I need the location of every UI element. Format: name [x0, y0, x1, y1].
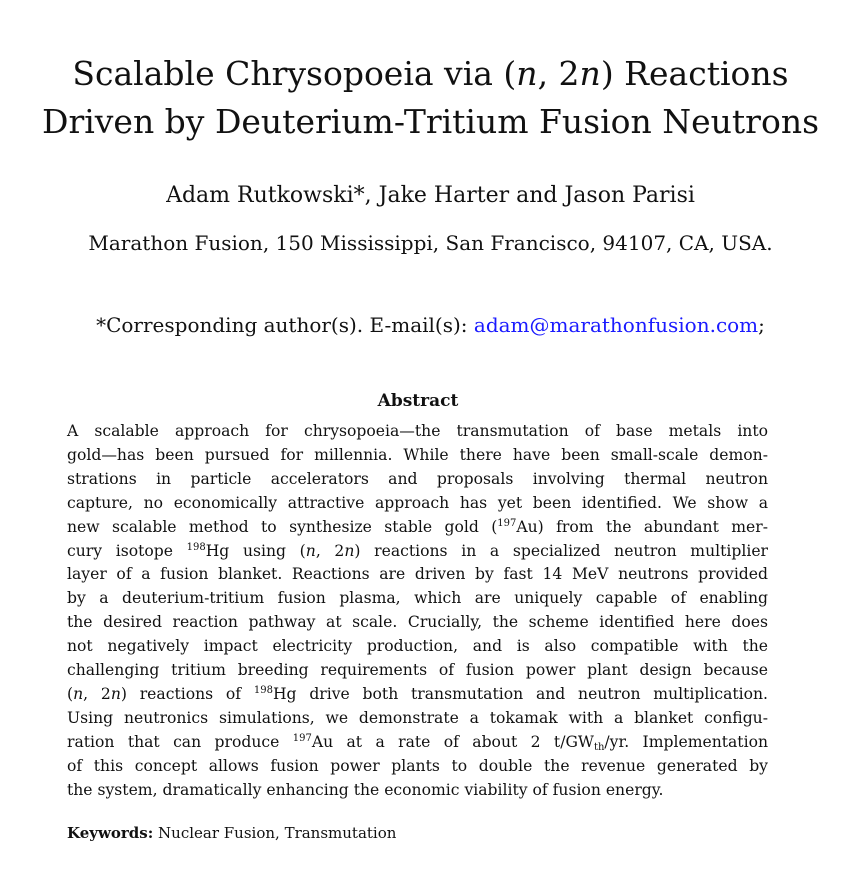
author-list: Adam Rutkowski*, Jake Harter and Jason Parisi — [166, 183, 695, 208]
abstract-line: gold—has been pursued for millennia. While there have been small-scale demon- — [67, 445, 768, 464]
abstract-line: of this concept allows fusion power plants to double the revenue generated by — [67, 756, 768, 775]
affiliation: Marathon Fusion, 150 Mississippi, San Francisco, 94107, CA, USA. — [88, 231, 773, 255]
abstract-line: the desired reaction pathway at scale. Crucially, the scheme identified here does — [67, 613, 768, 632]
abstract-line: the system, dramatically enhancing the economic viability of fusion energy. — [67, 780, 664, 799]
abstract-line: by a deuterium-tritium fusion plasma, which are uniquely capable of enabling — [67, 589, 768, 608]
paper-title — [0, 50, 861, 146]
abstract-heading: Abstract — [377, 391, 459, 411]
abstract-line: A scalable approach for chrysopoeia—the transmutation of base metals into — [67, 422, 768, 440]
abstract-line: capture, no economically attractive approach has yet been identified. We show a — [67, 493, 768, 512]
abstract-body — [67, 420, 768, 803]
email-link[interactable]: adam@marathonfusion.com — [473, 313, 759, 337]
keywords-label: Keywords: — [67, 824, 154, 842]
abstract-line: Using neutronics simulations, we demonstrate a tokamak with a blanket configu- — [67, 708, 768, 727]
abstract-line: challenging tritium breeding requirements of fusion power plant design because — [67, 661, 768, 680]
abstract-line: strations in particle accelerators and proposals involving thermal neutron — [67, 469, 768, 488]
keywords — [67, 822, 767, 844]
abstract-line: cury isotope $^{198}$Hg using (n, 2n) reactions in a specialized neutron multiplier — [67, 541, 769, 560]
abstract-line: not negatively impact electricity production, and is also compatible with the — [67, 637, 768, 656]
abstract-line: new scalable method to synthesize stable gold ($^{197}$Au) from the abundant mer- — [67, 517, 768, 536]
title-line-1: Scalable Chrysopoeia via (n, 2n) Reactions — [72, 54, 789, 93]
abstract-line: (n, 2n) reactions of $^{198}$Hg drive both transmutation and neutron multiplication. — [67, 684, 769, 703]
keywords-text: Nuclear Fusion, Transmutation — [153, 824, 397, 842]
corresponding-author: *Corresponding author(s). E-mail(s): adam@marathonfusion.com; — [96, 313, 765, 337]
title-line-2: Driven by Deuterium-Tritium Fusion Neutrons — [41, 102, 820, 141]
abstract-line: ration that can produce $^{197}$Au at a rate of about 2 $t/GW_{th}/yr$. Implementation — [67, 732, 768, 753]
abstract-line: layer of a fusion blanket. Reactions are driven by fast 14 MeV neutrons provided — [67, 565, 768, 584]
